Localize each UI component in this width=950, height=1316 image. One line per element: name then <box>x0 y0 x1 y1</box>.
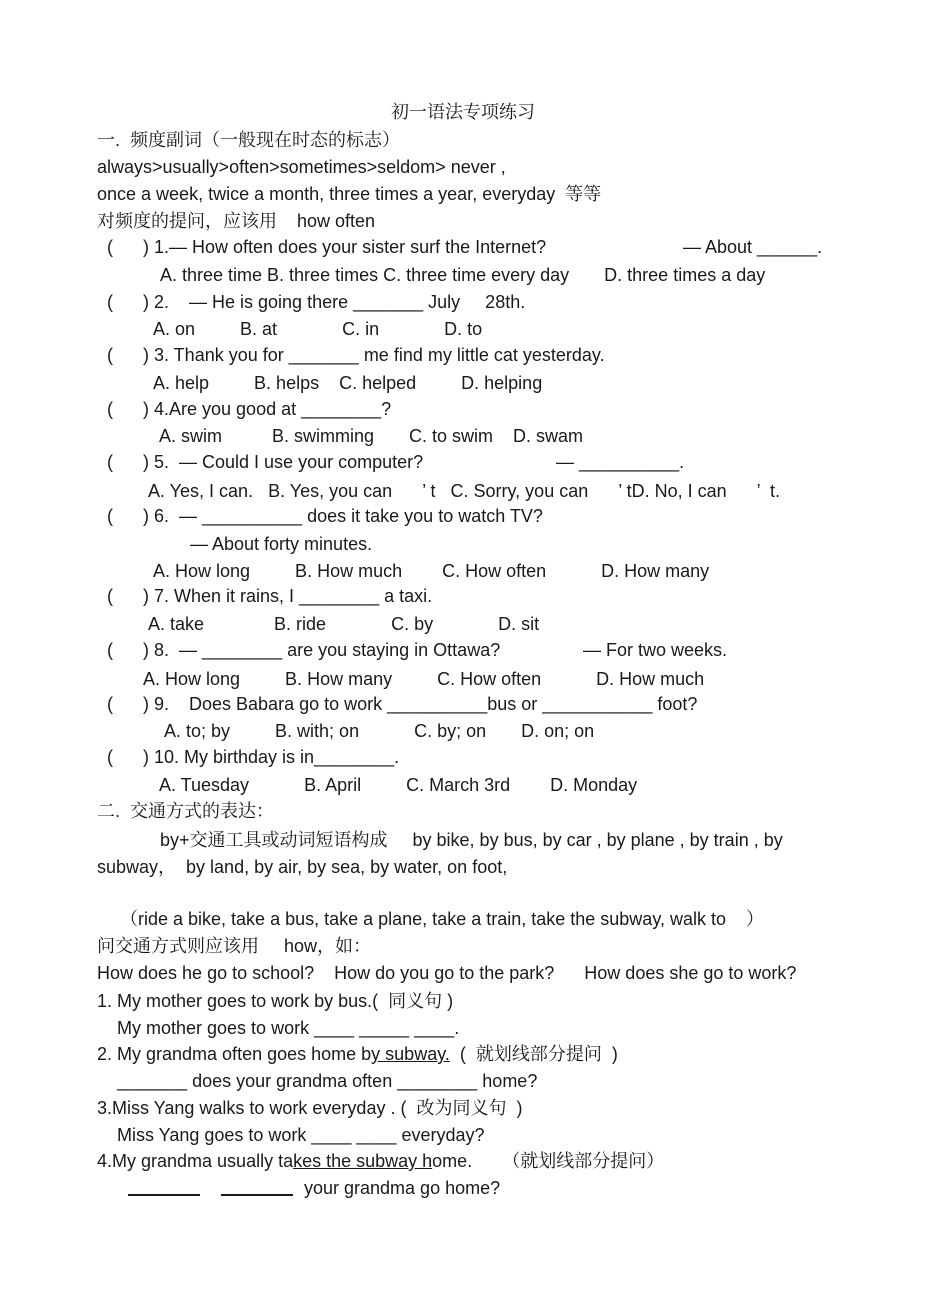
question-1-options: A. three time B. three times C. three time every day D. three times a day <box>160 265 766 285</box>
question-10: ( ) 10. My birthday is in________. <box>107 747 400 767</box>
exercise-4 <box>97 1150 664 1172</box>
question-3-options: A. help B. helps C. helped D. helping <box>153 373 543 393</box>
transport-alt: （ride a bike, take a bus, take a plane, take a train, take the subway, walk to ） <box>120 909 765 929</box>
exercise-3-answer: Miss Yang goes to work ____ ____ everyday? <box>117 1125 485 1145</box>
exercise-2-underlined: y subway. <box>371 1044 450 1064</box>
question-2-options: A. on B. at C. in D. to <box>153 319 483 339</box>
question-8-reply: — For two weeks. <box>583 640 728 660</box>
question-4-options: A. swim B. swimming C. to swim D. swam <box>159 426 584 446</box>
exercise-2 <box>97 1043 618 1065</box>
section2-heading: 二. 交通方式的表达： <box>97 801 275 821</box>
exercise-1-answer: My mother goes to work ____ _____ ____. <box>117 1018 460 1038</box>
exercise-4-underlined: kes the subway h <box>293 1151 433 1171</box>
question-5-options: A. Yes, I can. B. Yes, you can ’ t C. Sorry, you can ’ tD. No, I can ’ t. <box>148 481 780 501</box>
exercise-3: 3.Miss Yang walks to work everyday . ( 改为同义句 ) <box>97 1098 523 1118</box>
question-2: ( ) 2. — He is going there _______ July 28th. <box>107 292 526 312</box>
question-6: ( ) 6. — __________ does it take you to watch TV? <box>107 506 543 526</box>
transport-ask-note: 问交通方式则应该用 how，如： <box>97 936 372 956</box>
exercise-4-blank-2 <box>221 1194 293 1196</box>
question-5: ( ) 5. — Could I use your computer? <box>107 452 424 472</box>
transport-intro-1: by+交通工具或动词短语构成 by bike, by bus, by car , by plane , by train , by <box>160 830 783 850</box>
page-title: 初一语法专项练习 <box>391 102 535 122</box>
transport-examples: How does he go to school? How do you go to the park? How does she go to work? <box>97 963 797 983</box>
question-10-options: A. Tuesday B. April C. March 3rd D. Monday <box>159 775 638 795</box>
transport-intro-2: subway， by land, by air, by sea, by water, on foot, <box>97 857 508 877</box>
question-1: ( ) 1.— How often does your sister surf the Internet? <box>107 237 547 257</box>
exercise-4-answer: your grandma go home? <box>304 1178 501 1198</box>
question-9: ( ) 9. Does Babara go to work __________bus or ___________ foot? <box>107 694 698 714</box>
ask-note: 对频度的提问，应该用 how often <box>97 211 376 231</box>
question-7-options: A. take B. ride C. by D. sit <box>148 614 540 634</box>
question-1-reply: — About ______. <box>683 237 823 257</box>
exercise-4-blank-1 <box>128 1194 200 1196</box>
question-8-options: A. How long B. How many C. How often D. How much <box>143 669 705 689</box>
frequency-scale: always>usually>often>sometimes>seldom> never , <box>97 157 506 177</box>
question-6-reply: — About forty minutes. <box>190 534 373 554</box>
frequency-phrases: once a week, twice a month, three times a year, everyday 等等 <box>97 184 602 204</box>
question-7: ( ) 7. When it rains, I ________ a taxi. <box>107 586 433 606</box>
section1-heading: 一. 频度副词（一般现在时态的标志） <box>97 130 401 150</box>
question-8: ( ) 8. — ________ are you staying in Ottawa? <box>107 640 501 660</box>
exercise-2-post: ( 就划线部分提问 ) <box>449 1044 618 1064</box>
exercise-4-post: ome. （就划线部分提问） <box>432 1151 665 1171</box>
question-9-options: A. to; by B. with; on C. by; on D. on; on <box>164 721 595 741</box>
question-6-options: A. How long B. How much C. How often D. How many <box>153 561 710 581</box>
exercise-2-pre: 2. My grandma often goes home b <box>97 1044 372 1064</box>
question-3: ( ) 3. Thank you for _______ me find my little cat yesterday. <box>107 345 605 365</box>
question-5-reply: — __________. <box>556 452 685 472</box>
exercise-2-answer: _______ does your grandma often ________ home? <box>117 1071 538 1091</box>
question-4: ( ) 4.Are you good at ________? <box>107 399 392 419</box>
exercise-4-pre: 4.My grandma usually ta <box>97 1151 294 1171</box>
exercise-1: 1. My mother goes to work by bus.( 同义句 ) <box>97 991 454 1011</box>
